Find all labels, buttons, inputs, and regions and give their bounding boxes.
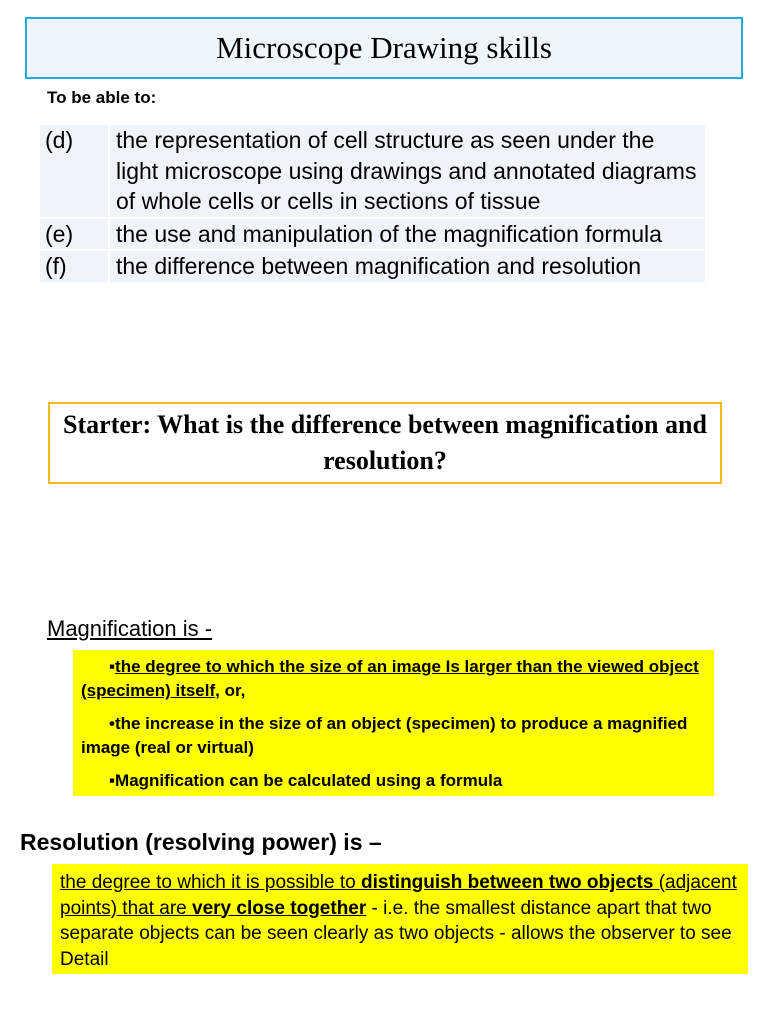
objective-text: the use and manipulation of the magnification formula: [116, 220, 662, 247]
magnification-point-3: [81, 769, 706, 793]
magnification-heading: Magnification is -: [47, 616, 213, 641]
magnification-definition-1: the degree to which the size of an image Is larger than the viewed object (specimen) itself: [81, 657, 699, 700]
magnification-formula-note: ▪Magnification can be calculated using a formula: [109, 771, 503, 790]
page-title: Microscope Drawing skills: [216, 30, 552, 65]
objective-row: [40, 217, 705, 250]
objectives-table: [40, 125, 705, 282]
objective-code: (f): [40, 251, 110, 282]
starter-box: [48, 402, 722, 484]
resolution-text-3: (adjacent points) that are: [60, 872, 737, 919]
objective-row: [40, 125, 705, 217]
objective-row: [40, 249, 705, 282]
square-bullet-icon: ▪: [109, 657, 116, 676]
resolution-definition-box: [52, 864, 748, 974]
magnification-definition-2: •the increase in the size of an object (specimen) to produce a magnified image (real or virtual): [81, 714, 688, 757]
resolution-text-2: distinguish between two objects: [361, 872, 654, 893]
magnification-point-1: [81, 655, 706, 703]
objective-code: (e): [40, 219, 110, 250]
resolution-text-1: the degree to which it is possible to: [60, 872, 362, 893]
objective-text: the difference between magnification and resolution: [116, 253, 642, 279]
intro-text: To be able to:: [47, 88, 157, 107]
title-box: [25, 17, 743, 79]
magnification-definition-box: [73, 650, 714, 796]
starter-question: Starter: What is the difference between magnification and resolution?: [63, 410, 707, 475]
objective-text: the representation of cell structure as seen under the light microscope using drawings and annotated diagrams of whole cells or cells in sections of tissue: [116, 127, 697, 214]
objective-code: (d): [40, 125, 110, 217]
resolution-text-5: - i.e. the smallest distance apart that two separate objects can be seen clearly as two objects - allows the observer to see Detail: [60, 897, 732, 970]
resolution-heading: Resolution (resolving power) is –: [20, 829, 382, 855]
magnification-point-1-tail: , or,: [215, 681, 246, 700]
resolution-text-4: very close together: [192, 897, 367, 919]
magnification-point-2: [81, 712, 706, 760]
